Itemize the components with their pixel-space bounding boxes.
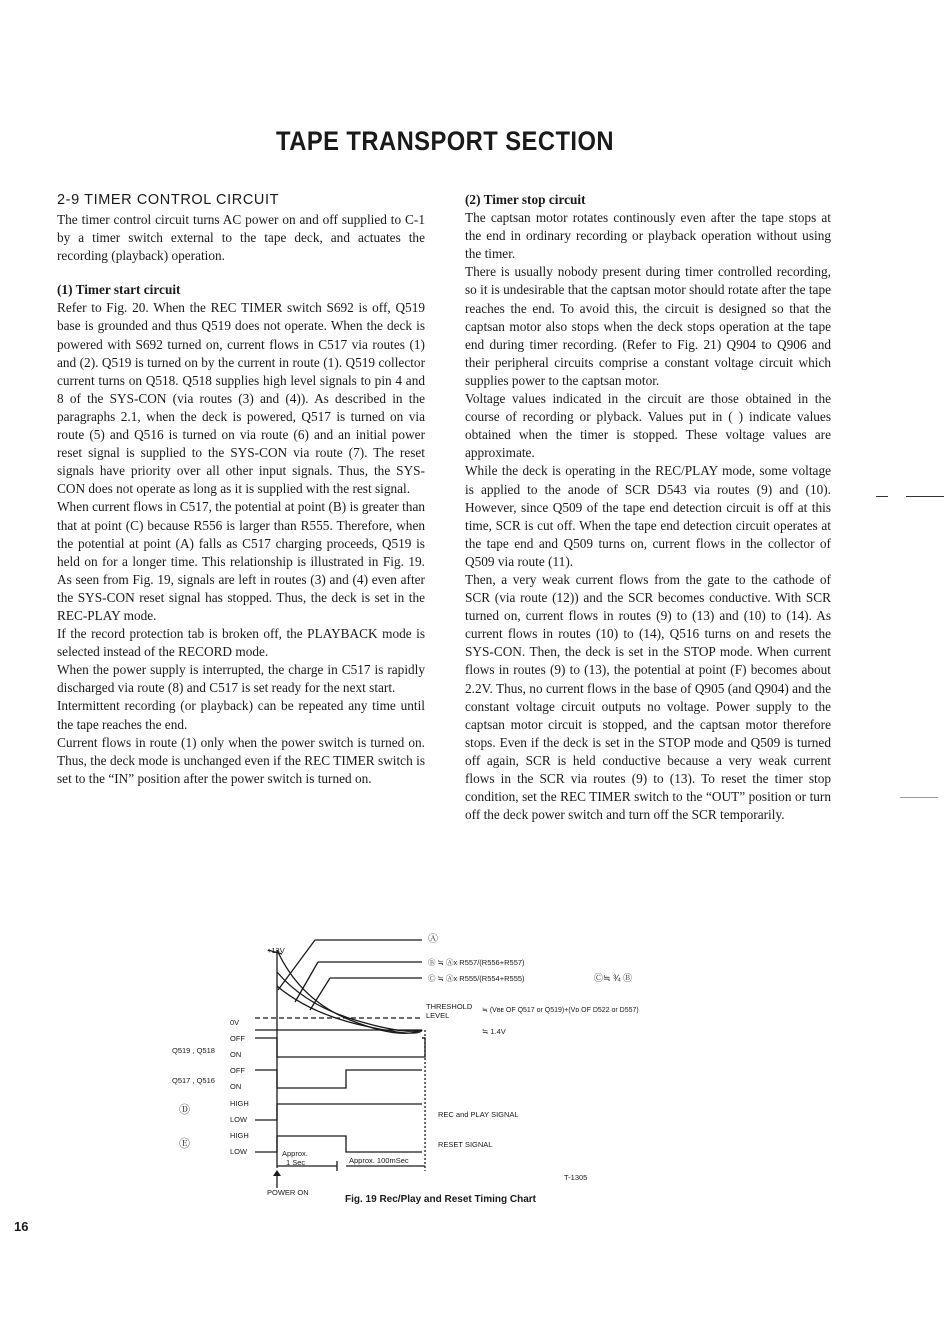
- zero-volt-label: 0V: [230, 1018, 240, 1027]
- q519-q518-trace: [255, 1038, 425, 1057]
- q519-q518-off-label: OFF: [230, 1034, 245, 1043]
- left-column: [57, 191, 425, 788]
- timing-chart-figure: [150, 930, 750, 1220]
- page-number: 16: [14, 1219, 29, 1234]
- power-on-label: POWER ON: [267, 1188, 309, 1197]
- q517-q516-trace: [255, 1070, 422, 1088]
- body-paragraph: Refer to Fig. 20. When the REC TIMER switch S692 is off, Q519 base is grounded and thus Q519 does not operate. When the deck is powered with S692 turned on, current flows in C517 via routes (1) and (2). Q519 is turned on by the current in route (1). Q519 collector current turns on Q518. Q518 supplies high level signals to pin 4 and 8 of the SYS-CON (via routes (3) and (4)). As described in the paragraphs 2.1, when the deck is powered, Q517 is turned on via route (5) and Q516 is turned on via route (6) and an initial power reset signal is supplied to the SYS-CON via route (7). The reset signals have priority over all other input signals. Thus, the SYS-CON does not operate as long as it is supplied with the rest signal.: [57, 300, 425, 497]
- section-heading: 2-9 TIMER CONTROL CIRCUIT: [57, 192, 280, 208]
- body-paragraph: When current flows in C517, the potential at point (B) is greater than that at point (C) because R556 is larger than R555. Therefore, when the potential at point (A) falls as C517 charging proceeds, Q519 is held on for a longer time. This relationship is illustrated in Fig. 19. As seen from Fig. 19, signals are left in routes (3) and (4) even after the SYS-CON reset signal has stopped. Thus, the deck is set in the REC-PLAY mode.: [57, 499, 425, 623]
- body-paragraph: Current flows in route (1) only when the power switch is turned on. Thus, the deck mode is unchanged even if the REC TIMER switch is set to the “IN” position after the power switch is turned on.: [57, 734, 425, 786]
- reset-trace: [255, 1136, 422, 1152]
- approx-2-label: Approx. 100mSec: [349, 1156, 409, 1165]
- rec-play-high-label: HIGH: [230, 1099, 249, 1108]
- rec-play-signal-label: REC and PLAY SIGNAL: [438, 1110, 519, 1119]
- reset-high-label: HIGH: [230, 1131, 249, 1140]
- margin-mark: [876, 496, 888, 497]
- right-column: [465, 191, 831, 824]
- body-paragraph: There is usually nobody present during timer controlled recording, so it is undesirable that the captsan motor should rotate after the tape reaches the end. To avoid this, the circuit is designed so that the captsan motor also stops when the deck stops operation at the tape end during timer recording. (Refer to Fig. 21) Q904 to Q906 and their peripheral circuits comprise a constant voltage circuit which supplies power to the captsan motor.: [465, 264, 831, 388]
- figure-code: T-1305: [564, 1173, 588, 1182]
- body-paragraph: If the record protection tab is broken off, the PLAYBACK mode is selected instead of the RECORD mode.: [57, 626, 425, 660]
- body-paragraph: Then, a very weak current flows from the gate to the cathode of SCR (via route (12)) and the SCR becomes conductive. With SCR turned on, current flows in routes (9) to (13) and (10) to (14). As current flows in routes (10) to (14), Q516 turns on and resets the SYS-CON. Then, the deck is set in the STOP mode. When current flows in routes (9) to (13), the potential at point (F) becomes about 2.2V. Thus, no current flows in the base of Q905 (and Q904) and the constant voltage circuit outputs no voltage. Power supply to the captsan motor circuit is stopped, and the captsan motor therefore stops. Even if the deck is set in the STOP mode and Q509 is turned off again, SCR is held conductive because a very weak current flows in the SCR via routes (9) to (13). To reset the timer stop condition, set the REC TIMER switch to the “OUT” position or turn off the deck power switch and turn off the SCR temporarily.: [465, 571, 831, 823]
- curve-b-leader-diag: [295, 962, 318, 1002]
- c-relation-label: Ⓒ≒ ¾ Ⓑ: [594, 973, 633, 983]
- curve-b-label: Ⓑ ≒ Ⓐx R557/(R556+R557): [428, 958, 525, 967]
- q517-q516-label: Q517 , Q516: [172, 1076, 215, 1085]
- point-e-label: Ⓔ: [179, 1138, 190, 1150]
- reset-low-label: LOW: [230, 1147, 248, 1156]
- threshold-formula: ≒ (Vʙᴇ OF Q517 or Q519)+(Vᴅ OF D522 or D557): [482, 1007, 639, 1014]
- rec-play-low-label: LOW: [230, 1115, 248, 1124]
- threshold-value: ≒ 1.4V: [482, 1027, 506, 1036]
- point-d-label: Ⓓ: [179, 1104, 190, 1116]
- rec-play-trace: [255, 1104, 422, 1120]
- supply-label: +13V: [267, 946, 285, 955]
- q517-q516-off-label: OFF: [230, 1066, 245, 1075]
- intro-paragraph: The timer control circuit turns AC power on and off supplied to C-1 by a timer switch external to the tape deck, and actuates the recording (playback) operation.: [57, 212, 425, 264]
- margin-mark: [906, 496, 944, 497]
- body-paragraph: When the power supply is interrupted, the charge in C517 is rapidly discharged via route (8) and C517 is set ready for the next start.: [57, 662, 425, 696]
- q519-q518-label: Q519 , Q518: [172, 1046, 215, 1055]
- threshold-label: THRESHOLD: [426, 1002, 473, 1011]
- margin-mark: [900, 797, 938, 798]
- body-paragraph: The captsan motor rotates continously even after the tape stops at the end in ordinary recording or playback operation without using the timer.: [465, 210, 831, 262]
- figure-caption: Fig. 19 Rec/Play and Reset Timing Chart: [345, 1194, 536, 1205]
- timer-start-heading: (1) Timer start circuit: [57, 282, 181, 298]
- body-paragraph: Voltage values indicated in the circuit are those obtained in the course of recording or plyback. Values put in ( ) indicate values obtained when the timer is stopped. These voltage values are approximate.: [465, 391, 831, 461]
- threshold-label: LEVEL: [426, 1011, 450, 1020]
- q519-q518-on-label: ON: [230, 1050, 242, 1059]
- spacer: [57, 265, 425, 281]
- curve-c-label: Ⓒ ≒ Ⓐx R555/(R554+R555): [428, 974, 525, 983]
- reset-signal-label: RESET SIGNAL: [438, 1140, 493, 1149]
- body-paragraph: While the deck is operating in the REC/PLAY mode, some voltage is applied to the anode of SCR D543 via routes (9) and (10). However, since Q509 of the tape end detection circuit is off at this time, SCR is cut off. When the tape end detection circuit operates at the tape end and Q509 turns on, current flows in the collector of Q509 via route (11).: [465, 463, 831, 569]
- approx-1-value: 1 Sec: [286, 1158, 306, 1167]
- timer-stop-heading: (2) Timer stop circuit: [465, 192, 586, 207]
- body-paragraph: Intermittent recording (or playback) can be repeated any time until the tape reaches the end.: [57, 698, 425, 732]
- approx-1-label: Approx.: [282, 1149, 308, 1158]
- q517-q516-on-label: ON: [230, 1082, 242, 1091]
- curve-a-label: Ⓐ: [428, 934, 438, 945]
- page-title: TAPE TRANSPORT SECTION: [276, 126, 614, 156]
